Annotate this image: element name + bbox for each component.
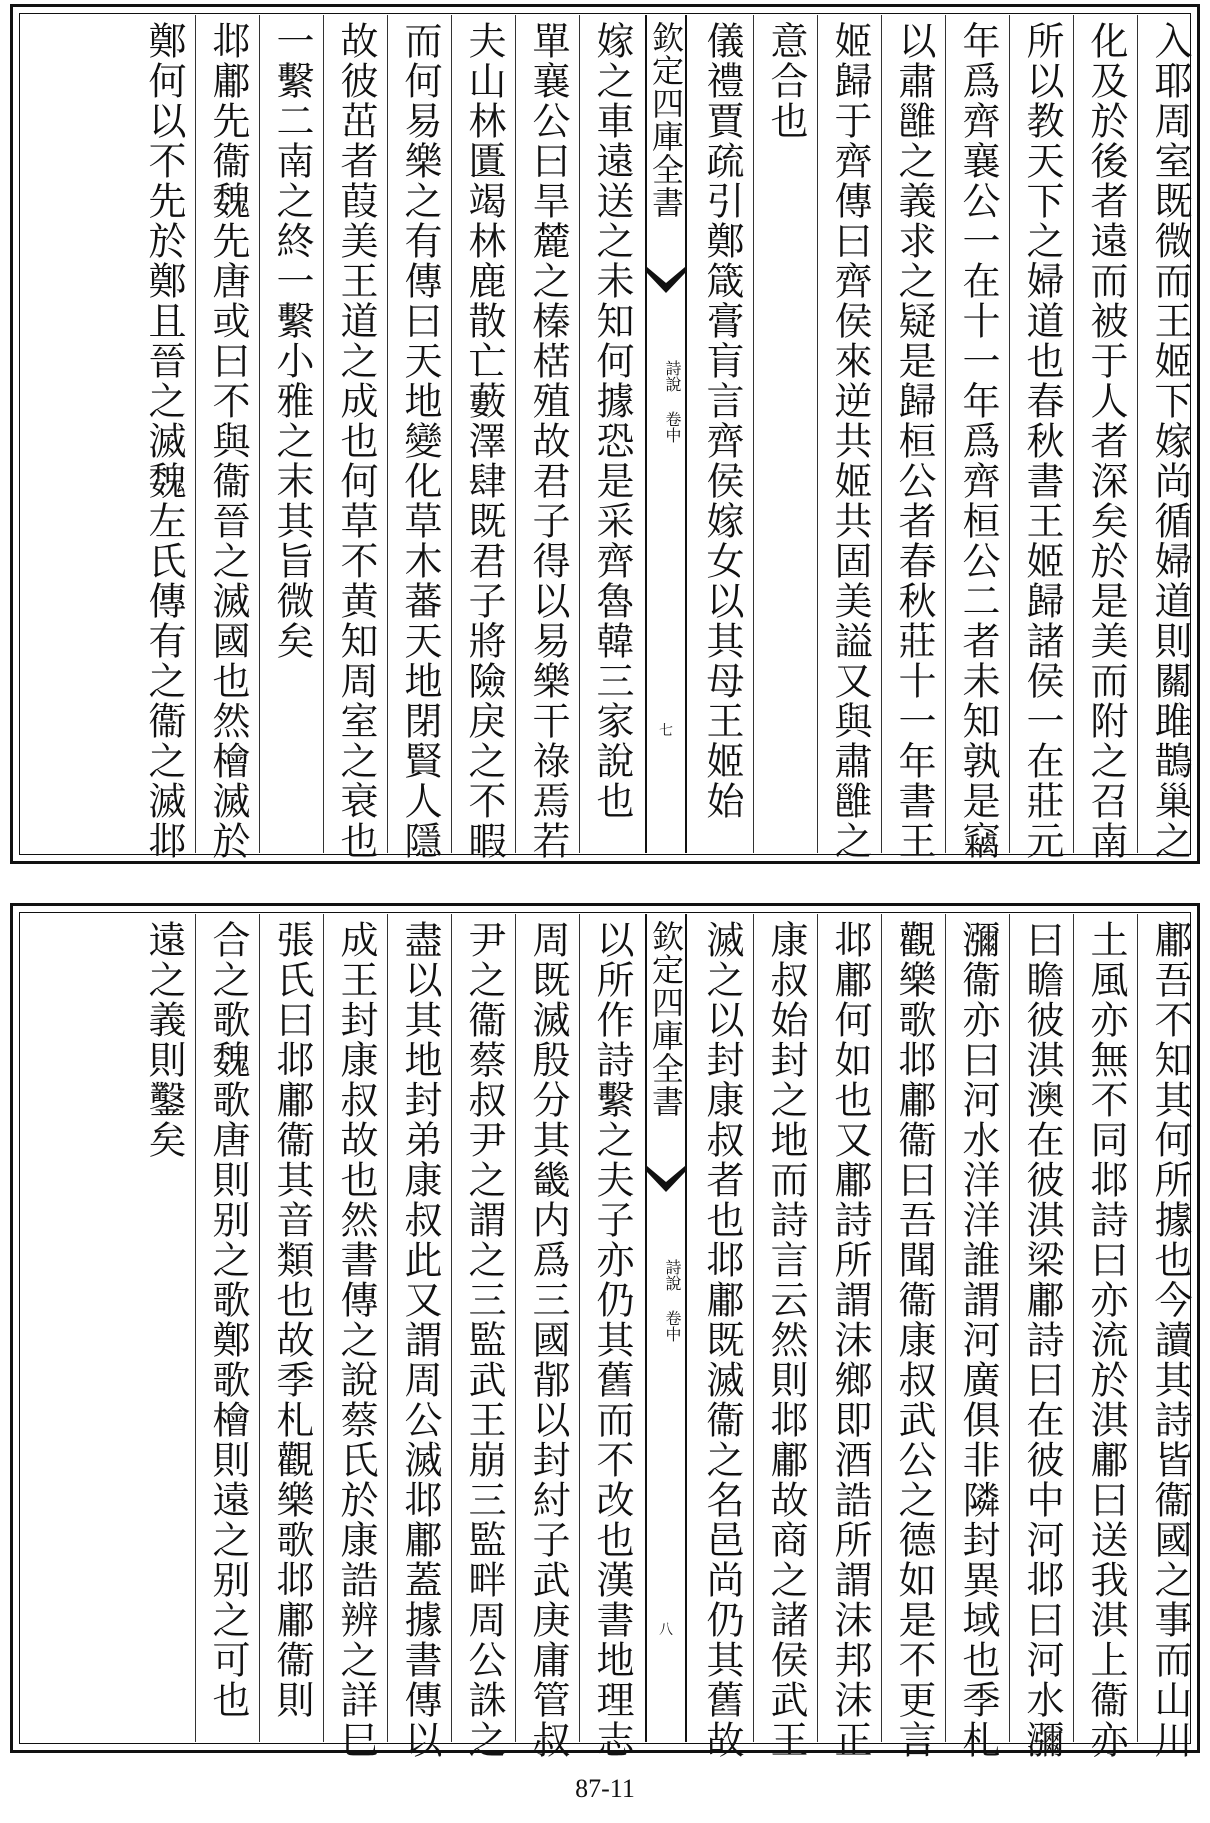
text-column: 而何易樂之有傳曰天地變化草木蕃天地閉賢人隱 <box>398 21 442 861</box>
top-page-panel <box>10 4 1200 864</box>
column-rule <box>515 914 516 1742</box>
column-rule <box>1137 15 1138 853</box>
volume-label: 詩說 卷中 <box>663 360 682 443</box>
column-rule <box>817 15 818 853</box>
fish-tail-icon <box>647 265 685 295</box>
text-column: 盡以其地封弟康叔此又謂周公滅邶鄘蓋據書傳以 <box>398 920 442 1760</box>
page-number: 87-11 <box>575 1774 635 1803</box>
column-rule <box>387 914 388 1742</box>
text-column: 康叔始封之地而詩言云然則邶鄘故商之諸侯武王 <box>764 920 808 1760</box>
column-rule <box>451 15 452 853</box>
column-rule <box>1009 15 1010 853</box>
column-rule <box>323 15 324 853</box>
text-column: 遠之義則鑿矣 <box>142 920 186 1160</box>
column-rule <box>579 15 580 853</box>
text-column: 滅之以封康叔者也邶鄘既滅衞之名邑尚仍其舊故 <box>700 920 744 1760</box>
text-column: 曰瞻彼淇澳在彼淇梁鄘詩曰在彼中河邶曰河水瀰 <box>1020 920 1064 1760</box>
text-column: 邶鄘何如也又鄘詩所謂沫鄉即酒誥所謂沫邦沫正 <box>828 920 872 1760</box>
text-column: 以肅雝之義求之疑是歸桓公者春秋莊十一年書王 <box>892 21 936 861</box>
text-column: 周既滅殷分其畿内爲三國鄁以封紂子武庚庸管叔 <box>526 920 570 1760</box>
text-column: 故彼茁者葭美王道之成也何草不黄知周室之衰也 <box>334 21 378 861</box>
center-gutter <box>645 914 687 1742</box>
text-column: 合之歌魏歌唐則别之歌鄭歌檜則遠之别之可也 <box>206 920 250 1720</box>
text-column: 所以教天下之婦道也春秋書王姬歸諸侯一在莊元 <box>1020 21 1064 861</box>
text-column: 觀樂歌邶鄘衞曰吾聞衞康叔武公之德如是不更言 <box>892 920 936 1760</box>
volume-label: 詩說 卷中 <box>663 1259 682 1342</box>
text-column: 儀禮賈疏引鄭箴膏肓言齊侯嫁女以其母王姬始 <box>700 21 744 821</box>
text-column: 一繫二南之終一繫小雅之末其旨微矣 <box>270 21 314 661</box>
text-column: 嫁之車遠送之未知何據恐是采齊魯韓三家說也 <box>590 21 634 821</box>
column-rule <box>945 914 946 1742</box>
column-rule <box>881 914 882 1742</box>
column-rule <box>1009 914 1010 1742</box>
library-title: 欽定四庫全書 <box>647 21 685 219</box>
column-rule <box>259 914 260 1742</box>
text-column: 姬歸于齊傳曰齊侯來逆共姬共固美謚又與肅雝之 <box>828 21 872 861</box>
text-column: 成王封康叔故也然書傳之說蔡氏於康誥辨之詳巳 <box>334 920 378 1760</box>
column-rule <box>881 15 882 853</box>
column-rule <box>1137 914 1138 1742</box>
column-rule <box>323 914 324 1742</box>
text-column: 夫山林匱竭林鹿散亡藪澤肆既君子將險戾之不暇 <box>462 21 506 861</box>
text-column: 意合也 <box>764 21 808 141</box>
column-rule <box>195 914 196 1742</box>
column-rule <box>753 914 754 1742</box>
text-column: 單襄公曰旱麓之榛楛殖故君子得以易樂干祿焉若 <box>526 21 570 861</box>
text-column: 鄭何以不先於鄭且晉之滅魏左氏傳有之衞之滅邶 <box>142 21 186 861</box>
text-column: 瀰衞亦曰河水洋洋誰謂河廣俱非隣封異域也季札 <box>956 920 1000 1760</box>
text-column: 以所作詩繫之夫子亦仍其舊而不改也漢書地理志 <box>590 920 634 1760</box>
fish-tail-icon <box>647 1164 685 1194</box>
text-column: 化及於後者遠而被于人者深矣於是美而附之召南 <box>1084 21 1128 861</box>
text-column: 土風亦無不同邶詩曰亦流於淇鄘曰送我淇上衞亦 <box>1084 920 1128 1760</box>
column-rule <box>195 15 196 853</box>
column-rule <box>387 15 388 853</box>
text-column: 鄘吾不知其何所據也今讀其詩皆衞國之事而山川 <box>1148 920 1192 1760</box>
column-rule <box>753 15 754 853</box>
column-rule <box>817 914 818 1742</box>
text-column: 邶鄘先衞魏先唐或曰不與衞晉之滅國也然檜滅於 <box>206 21 250 861</box>
column-rule <box>1073 914 1074 1742</box>
library-title: 欽定四庫全書 <box>647 920 685 1118</box>
text-column: 入耶周室既微而王姬下嫁尚循婦道則關雎鵲巢之 <box>1148 21 1192 861</box>
text-column: 尹之衞蔡叔尹之謂之三監武王崩三監畔周公誅之 <box>462 920 506 1760</box>
column-rule <box>1073 15 1074 853</box>
column-rule <box>945 15 946 853</box>
text-column: 張氏曰邶鄘衞其音類也故季札觀樂歌邶鄘衞則 <box>270 920 314 1720</box>
bottom-page-panel <box>10 903 1200 1760</box>
center-gutter <box>645 15 687 853</box>
column-rule <box>451 914 452 1742</box>
text-column: 年爲齊襄公一在十一年爲齊桓公二者未知孰是竊 <box>956 21 1000 861</box>
leaf-number: 八 <box>659 1622 673 1638</box>
column-rule <box>515 15 516 853</box>
leaf-number: 七 <box>659 723 673 739</box>
column-rule <box>259 15 260 853</box>
column-rule <box>579 914 580 1742</box>
